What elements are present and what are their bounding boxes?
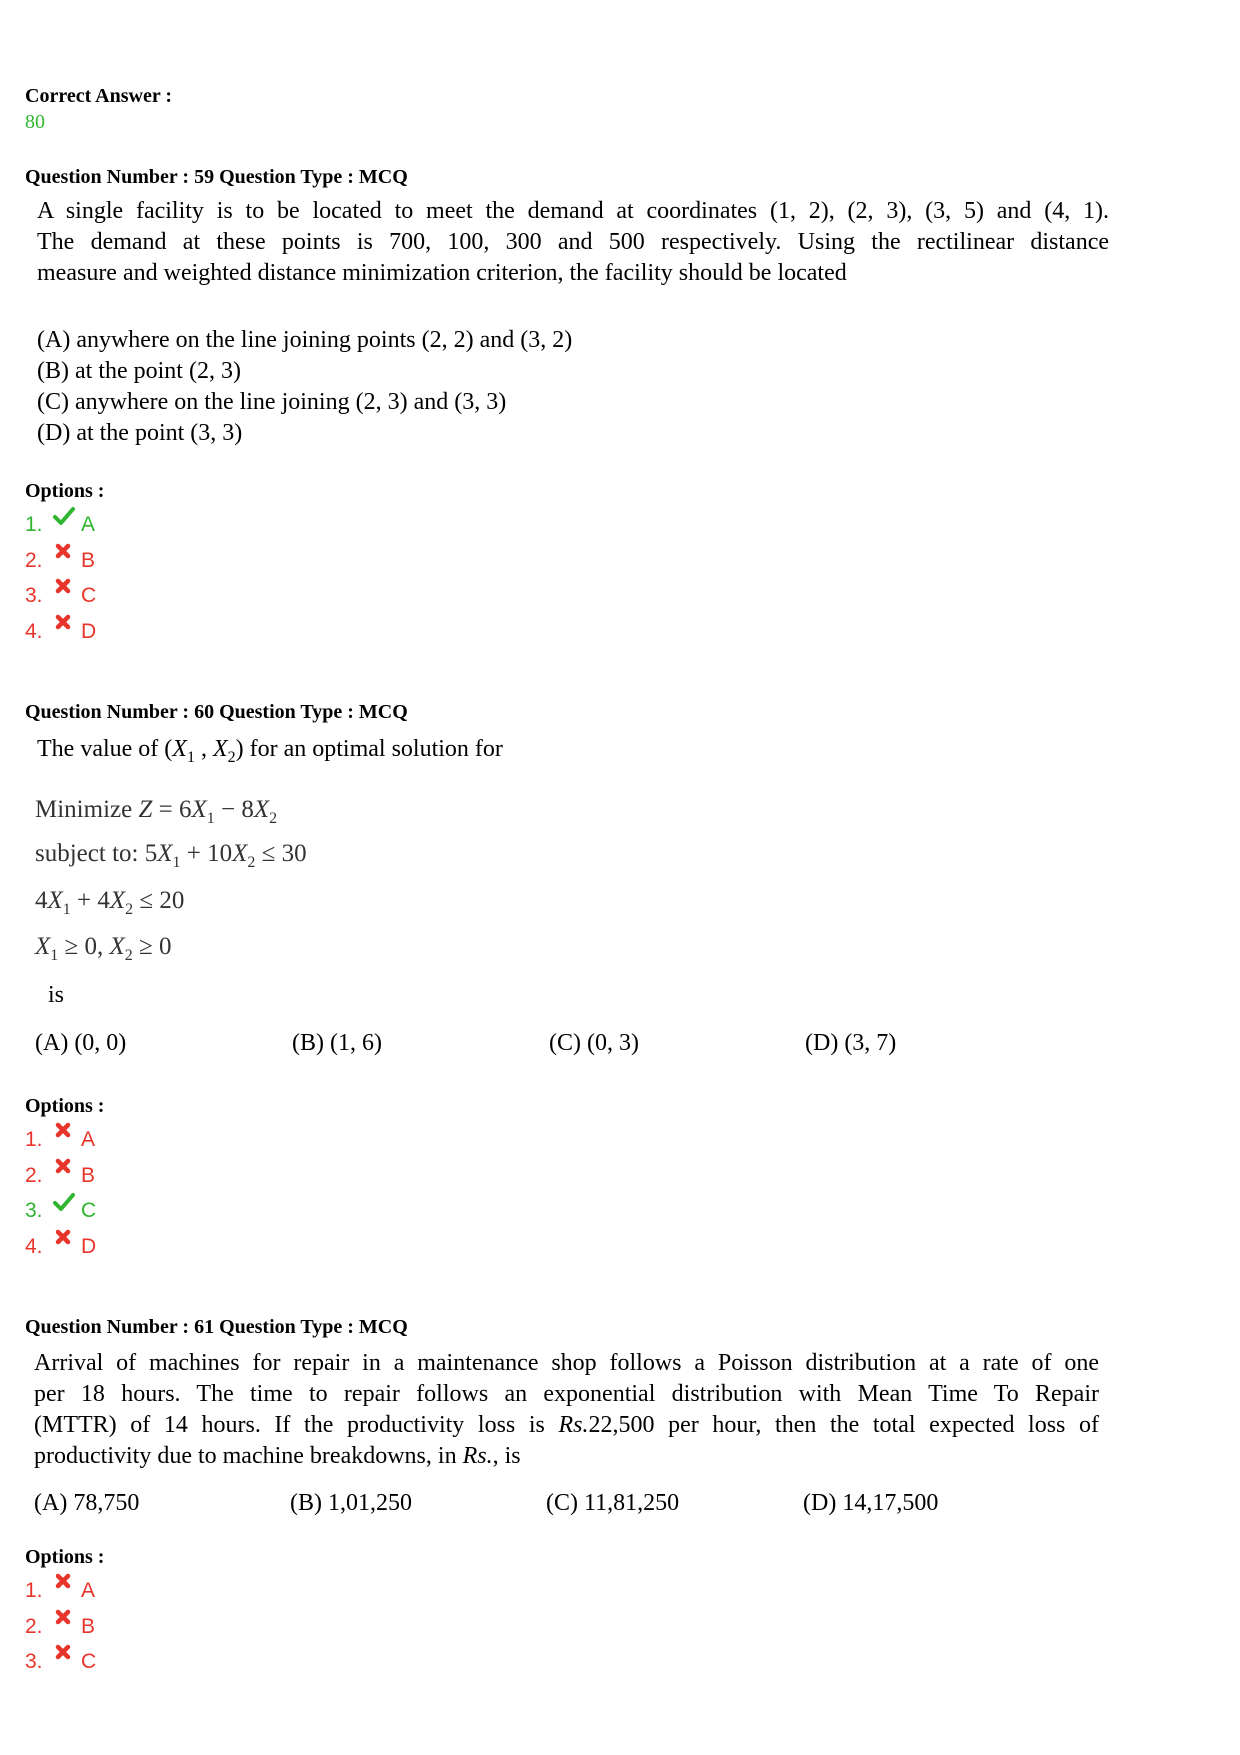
choice-b: (B) (1, 6)	[292, 1030, 382, 1056]
option-label: A	[81, 1128, 96, 1151]
stem-line: measure and weighted distance minimization criterion, the facility should be located	[37, 260, 847, 286]
option-number: 3.	[25, 1650, 43, 1673]
option-label: B	[81, 1614, 96, 1638]
intro-text: The value of (	[37, 736, 173, 762]
currency-rs: Rs.	[462, 1443, 493, 1469]
choice-a: (A) (0, 0)	[35, 1030, 127, 1056]
choice-b: (B) at the point (2, 3)	[37, 358, 241, 384]
choice-a: (A) 78,750	[34, 1490, 140, 1516]
option-label: A	[81, 513, 96, 536]
stem-line	[34, 1410, 1099, 1441]
cross-icon	[53, 576, 75, 604]
choice-d: (D) (3, 7)	[805, 1030, 897, 1056]
option-label: C	[81, 1199, 97, 1222]
option-number: 1.	[25, 513, 43, 536]
cross-icon	[53, 612, 75, 640]
stem-line: per 18 hours. The time to repair follows an exponential distribution with Mean Time To Repair	[34, 1381, 1099, 1407]
cross-icon	[53, 1120, 75, 1148]
choice-c: (C) anywhere on the line joining (2, 3) and (3, 3)	[37, 389, 507, 415]
stem-line: The demand at these points is 700, 100, 300 and 500 respectively. Using the rectilinear distance	[37, 229, 1109, 255]
constraint-1: subject to: $5X_1 + 10X_2 \le 30$	[35, 840, 307, 871]
choice-c: (C) (0, 3)	[549, 1030, 639, 1056]
correct-answer-value: 80	[25, 111, 45, 133]
option-number: 2.	[25, 548, 43, 572]
subject-to-label: subject to:	[35, 840, 139, 867]
option-number: 4.	[25, 619, 43, 643]
constraint-2: $4X_1 + 4X_2 \le 20$	[35, 887, 185, 918]
options-label-60: Options :	[25, 1095, 105, 1117]
question-header-60: Question Number : 60 Question Type : MCQ	[25, 701, 408, 723]
correct-answer-label: Correct Answer :	[25, 85, 172, 107]
stem-line: A single facility is to be located to meet the demand at coordinates (1, 2), (2, 3), (3, 5) and (4, 1).	[37, 198, 1109, 224]
option-number: 4.	[25, 1234, 43, 1258]
question-stem-61	[34, 1348, 1099, 1472]
stem-text: productivity due to machine breakdowns, in	[34, 1443, 463, 1469]
option-label: C	[81, 1650, 97, 1673]
choice-b: (B) 1,01,250	[290, 1490, 412, 1516]
cross-icon	[53, 1607, 75, 1635]
option-number: 2.	[25, 1163, 43, 1187]
objective-function: Minimize $Z = 6X_1 - 8X_2$	[35, 796, 278, 827]
option-label: B	[81, 1163, 96, 1187]
currency-rs: Rs.	[558, 1412, 589, 1438]
check-icon	[53, 1191, 75, 1219]
choice-a: (A) anywhere on the line joining points (2, 2) and (3, 2)	[37, 327, 573, 353]
option-label: A	[81, 1579, 96, 1602]
cross-icon	[53, 1227, 75, 1255]
options-list-59	[0, 505, 200, 665]
question-header-59: Question Number : 59 Question Type : MCQ	[25, 166, 408, 188]
cross-icon	[53, 1156, 75, 1184]
choice-d: (D) at the point (3, 3)	[37, 420, 243, 446]
cross-icon	[53, 1571, 75, 1599]
options-label-61: Options :	[25, 1546, 105, 1568]
constraint-nonneg: $X_1 \ge 0$, $X_2 \ge 0$	[35, 933, 172, 964]
option-number: 1.	[25, 1579, 43, 1602]
choice-d: (D) 14,17,500	[803, 1490, 939, 1516]
option-label: C	[81, 584, 97, 607]
options-label-59: Options :	[25, 480, 105, 502]
option-number: 1.	[25, 1128, 43, 1151]
intro-text: ) for an optimal solution for	[235, 736, 503, 762]
stem-text: , is	[492, 1443, 521, 1469]
option-number: 2.	[25, 1614, 43, 1638]
question-intro-60: The value of ($X_1$ , $X_2$) for an optimal solution for	[37, 736, 503, 766]
option-label: D	[81, 619, 97, 643]
option-label: D	[81, 1234, 97, 1258]
question-header-61: Question Number : 61 Question Type : MCQ	[25, 1316, 408, 1338]
cross-icon	[53, 1642, 75, 1670]
minimize-label: Minimize	[35, 796, 133, 823]
option-number: 3.	[25, 1199, 43, 1222]
check-icon	[53, 505, 75, 533]
answer-choices-59	[37, 325, 572, 449]
stem-line: Arrival of machines for repair in a maintenance shop follows a Poisson distribution at a rate of one	[34, 1350, 1099, 1376]
cross-icon	[53, 541, 75, 569]
option-label: B	[81, 548, 96, 572]
stem-text: (MTTR) of 14 hours. If the productivity loss is	[34, 1412, 559, 1438]
is-label: is	[48, 982, 65, 1008]
choice-c: (C) 11,81,250	[546, 1490, 680, 1516]
question-stem-59	[37, 196, 1109, 289]
option-number: 3.	[25, 584, 43, 607]
options-list-61	[0, 1571, 200, 1691]
stem-text: 22,500 per hour, then the total expected loss of	[588, 1412, 1100, 1438]
options-list-60	[0, 1120, 200, 1280]
stem-line	[34, 1441, 1099, 1472]
